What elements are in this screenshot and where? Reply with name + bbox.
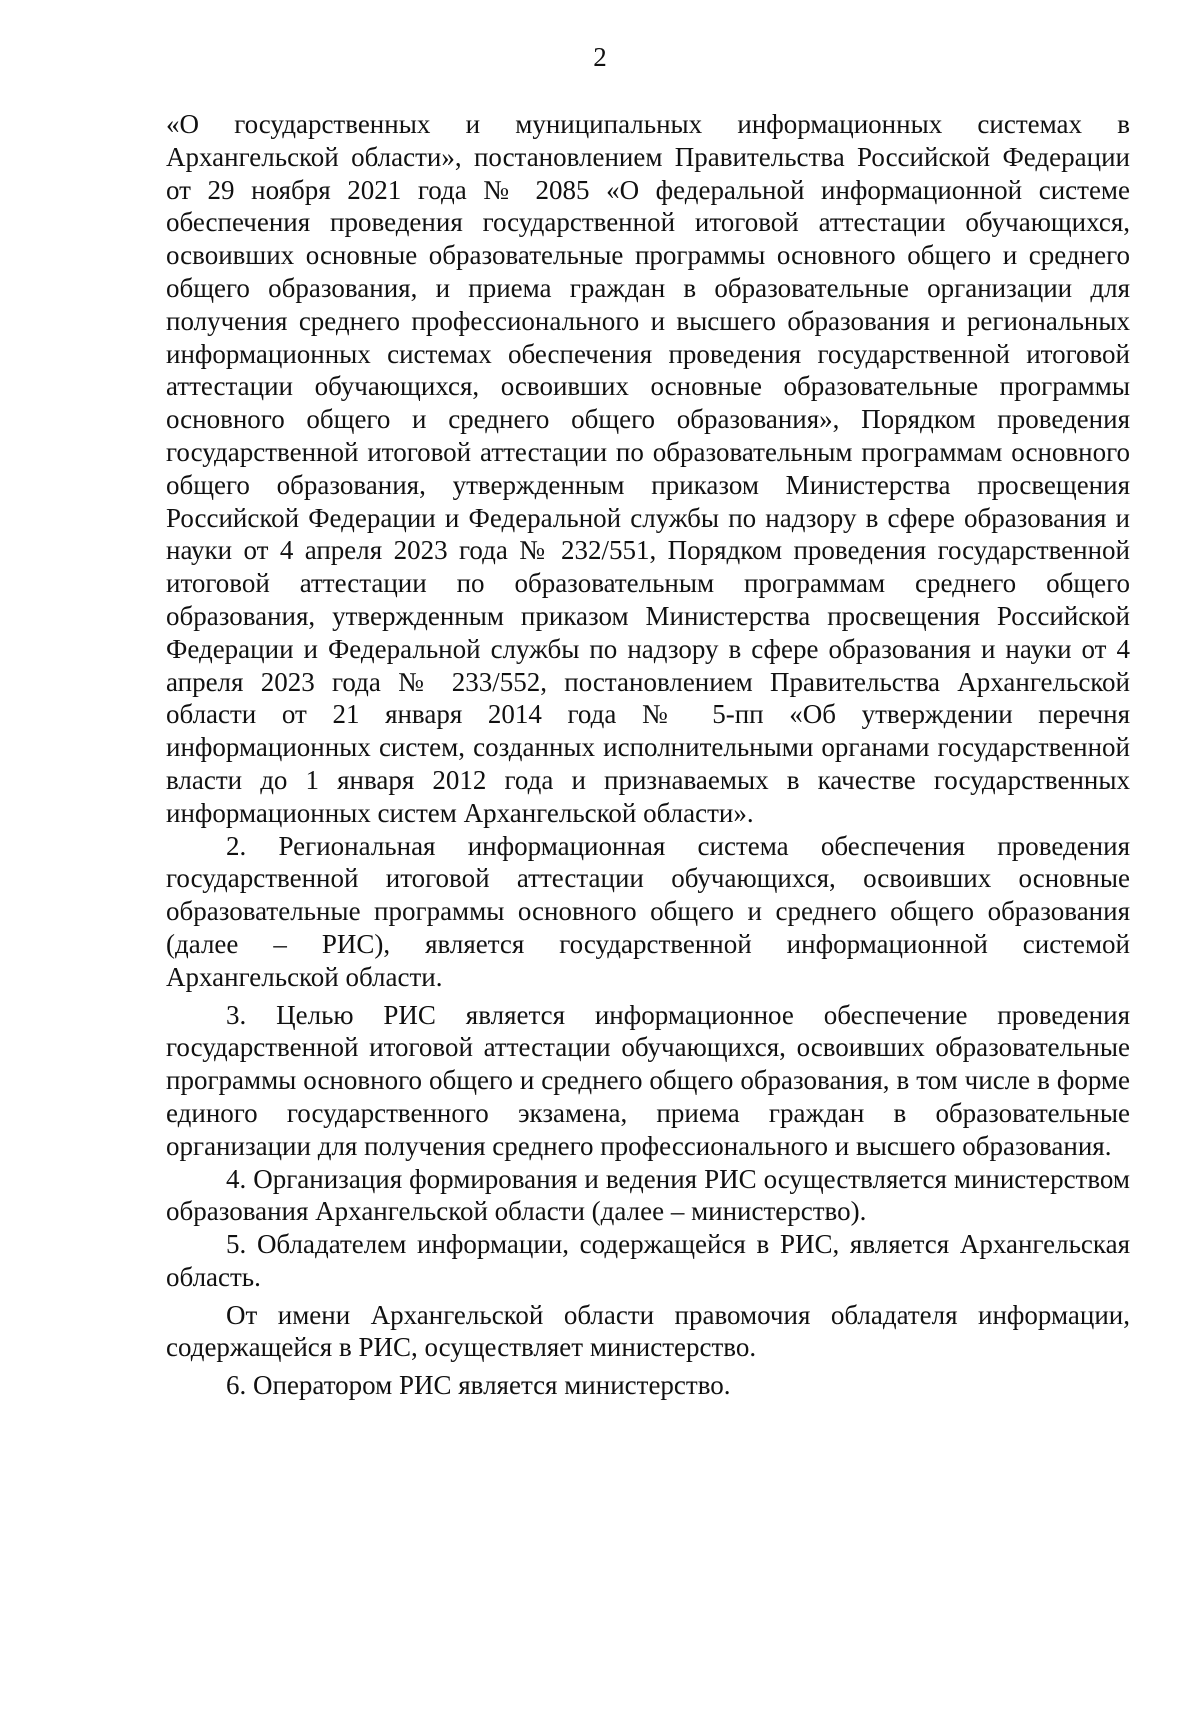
paragraph-item-2: 2. Региональная информационная система обеспечения проведения государственной итоговой аттестации обучающихся, освоивших основные образовательные программы основного общего и среднего общего образования (далее – РИС), является государственной информационной системой Архангельской области.: [166, 830, 1130, 992]
paragraph-owner-rights: От имени Архангельской области правомочия обладателя информации, содержащейся в РИС, осуществляет министерство.: [166, 1299, 1130, 1363]
paragraph-continuation: «О государственных и муниципальных информационных системах в Архангельской области», постановлением Правительства Российской Федерации от 29 ноября 2021 года № 2085 «О федеральной информационной системе обеспечения проведения государственной итоговой аттестации обучающихся, освоивших основные образовательные программы основного общего и среднего общего образования, и приема граждан в образовательные организации для получения среднего профессионального и высшего образования и региональных информационных системах обеспечения проведения государственной итоговой аттестации обучающихся, освоивших основные образовательные программы основного общего и среднего общего образования», Порядком проведения государственной итоговой аттестации по образовательным программам основного общего образования, утвержденным приказом Министерства просвещения Российской Федерации и Федеральной службы по надзору в сфере образования и науки от 4 апреля 2023 года № 232/551, Порядком проведения государственной итоговой аттестации по образовательным программам среднего общего образования, утвержденным приказом Министерства просвещения Российской Федерации и Федеральной службы по надзору в сфере образования и науки от 4 апреля 2023 года № 233/552, постановлением Правительства Архангельской области от 21 января 2014 года № 5-пп «Об утверждении перечня информационных систем, созданных исполнительными органами государственной власти до 1 января 2012 года и признаваемых в качестве государственных информационных систем Архангельской области».: [166, 109, 1130, 828]
page-number: 2: [593, 42, 607, 72]
paragraph-item-3: 3. Целью РИС является информационное обеспечение проведения государственной итоговой аттестации обучающихся, освоивших образовательные программы основного общего и среднего общего образования, в том числе в форме единого государственного экзамена, приема граждан в образовательные организации для получения среднего профессионального и высшего образования.: [166, 999, 1130, 1161]
document-body: [166, 108, 1130, 1402]
paragraph-item-6: 6. Оператором РИС является министерство.: [226, 1370, 731, 1401]
paragraph-item-5: 5. Обладателем информации, содержащейся в РИС, является Архангельская область.: [166, 1229, 1130, 1292]
paragraph-item-4: 4. Организация формирования и ведения РИС осуществляется министерством образования Архангельской области (далее – министерство).: [166, 1163, 1130, 1227]
